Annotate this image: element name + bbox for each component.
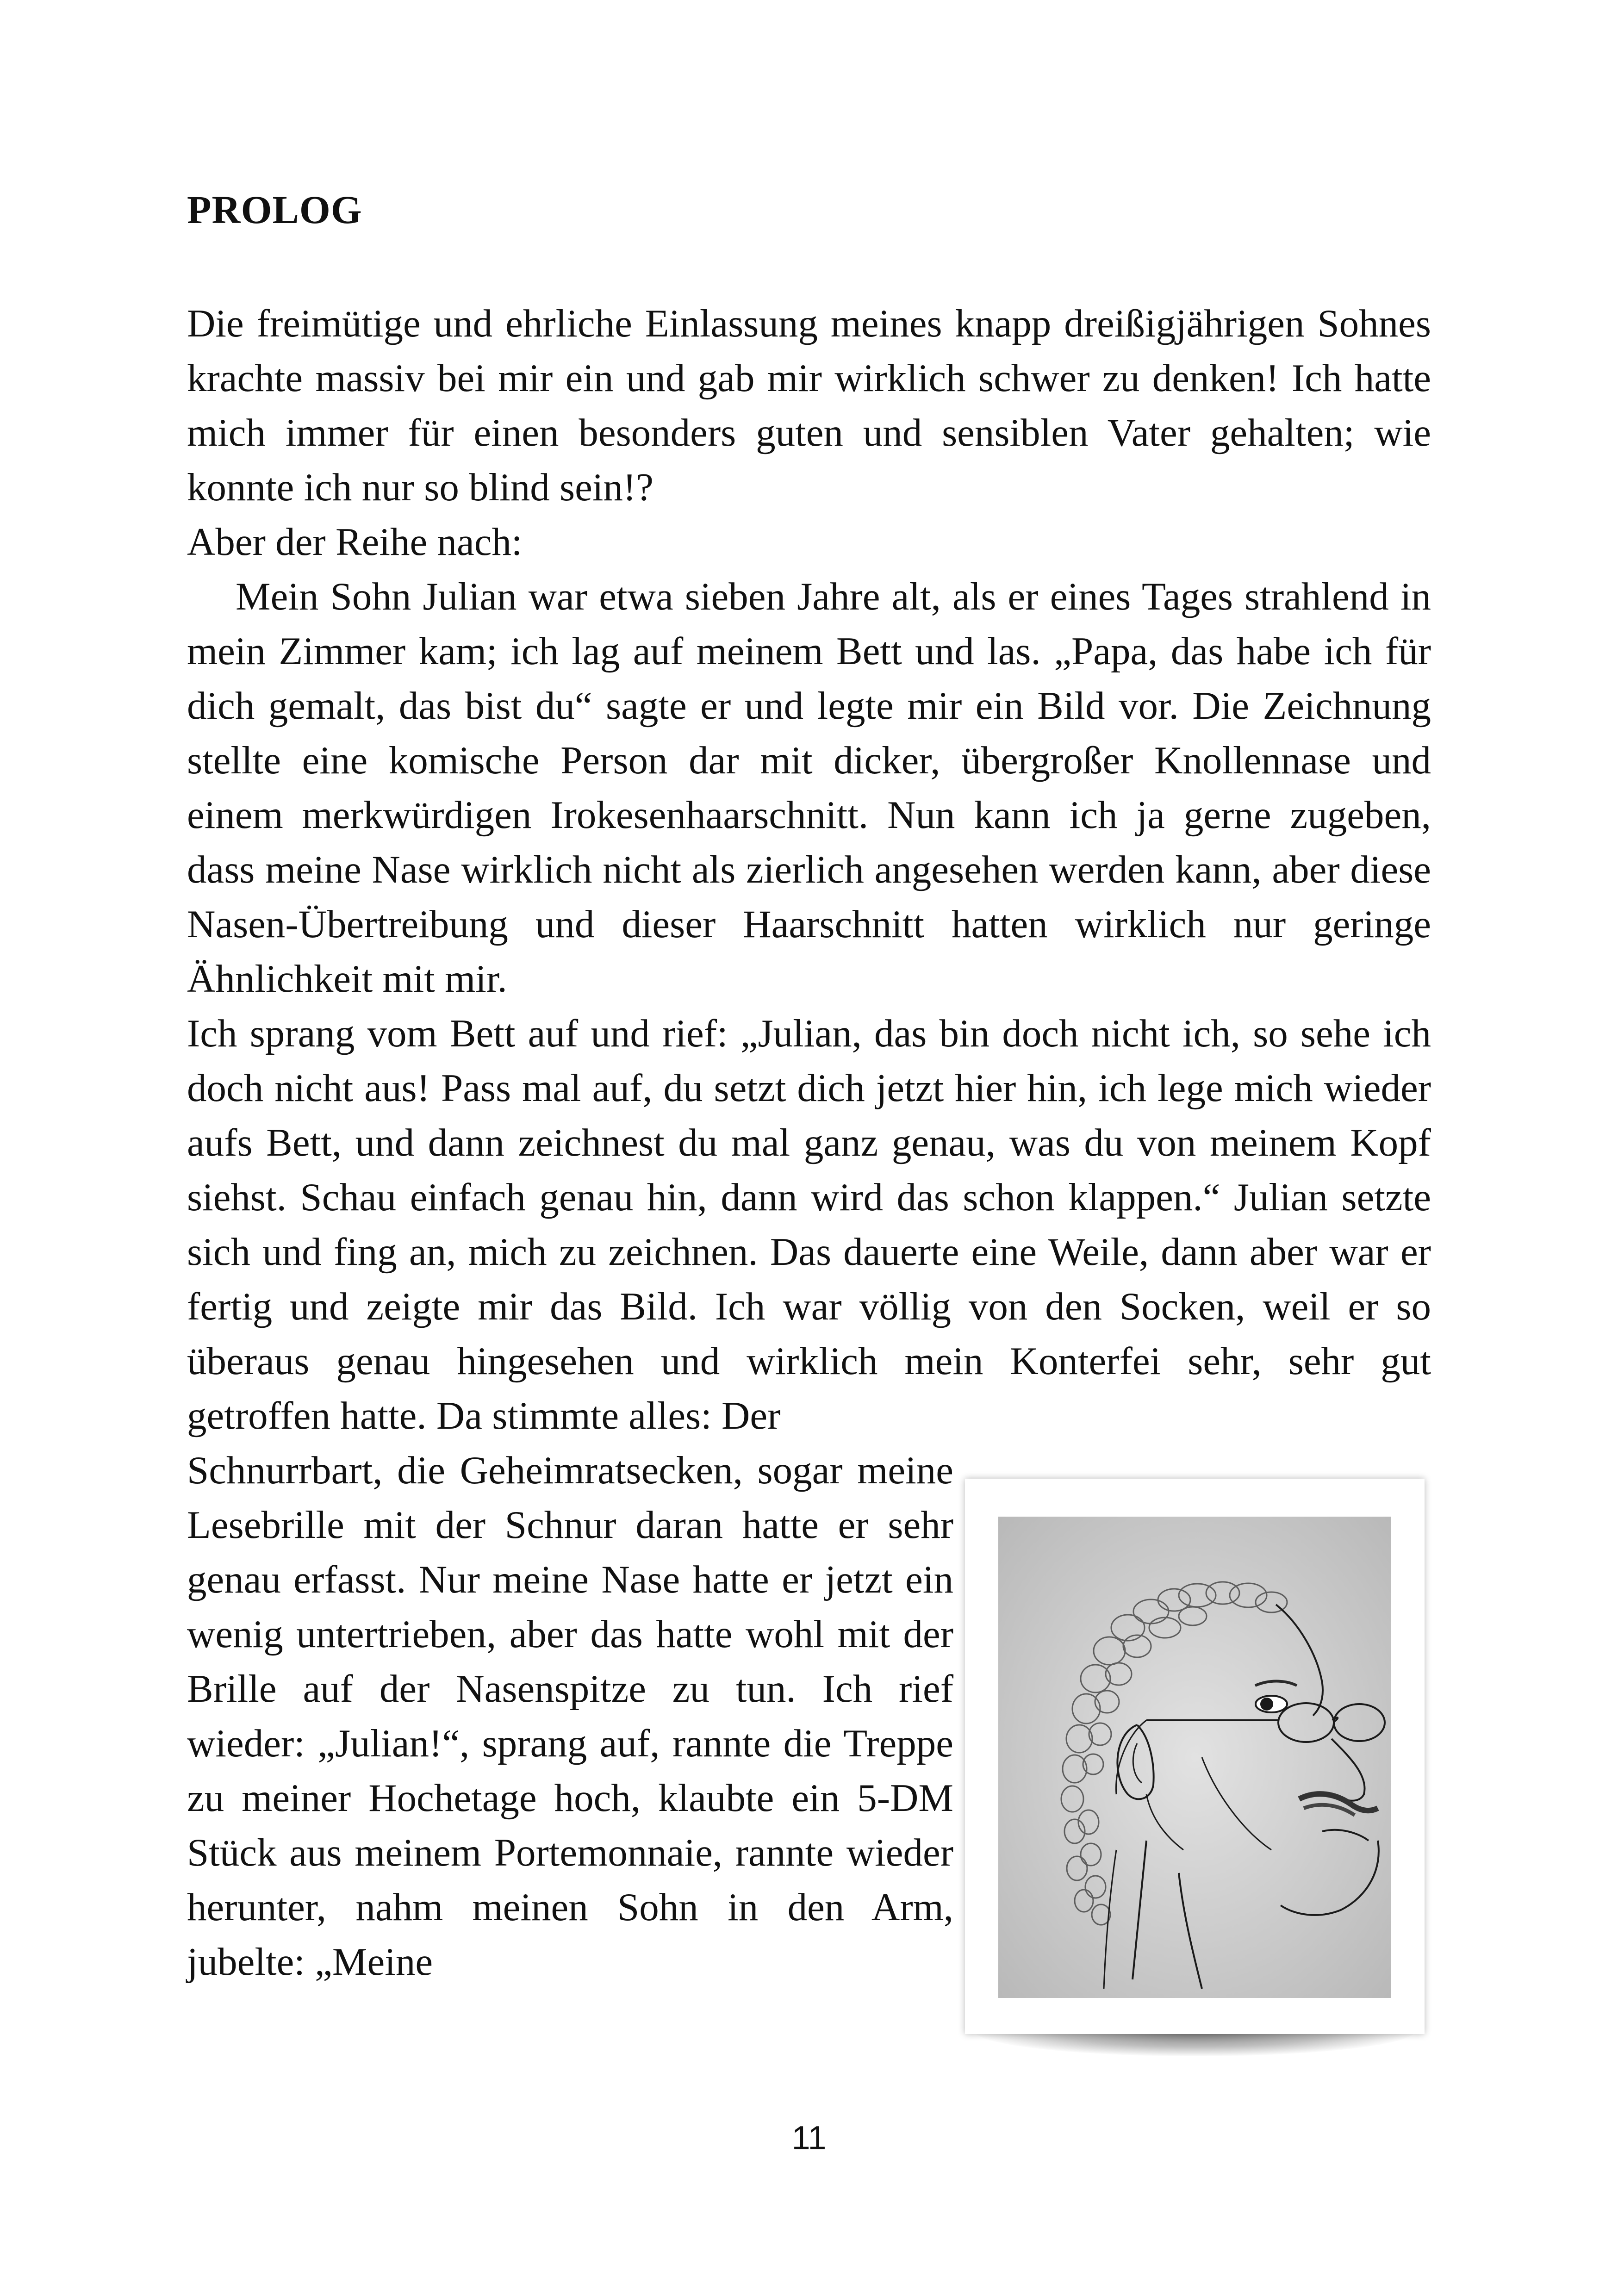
paragraph-second-drawing: Ich sprang vom Bett auf und rief: „Julian, das bin doch nicht ich, so sehe ich doch nicht aus! Pass mal auf, du setzt dich jetzt hier hin, ich lege mich wieder aufs Bett, und dann zeichnest du mal ganz genau, was du von meinem Kopf siehst. Schau einfach genau hin, dann wird das schon klappen.“ Julian setzte sich und fing an, mich zu zeichnen. Das dauerte eine Weile, dann aber war er fertig und zeigte mir das Bild. Ich war völlig von den Socken, weil er so überaus genau hingesehen und wirklich mein Konterfei sehr, sehr gut getroffen hatte. Da stimmte alles: Der — [187, 1012, 1431, 1437]
paragraph-wrapped-text: Schnurrbart, die Geheimratsecken, sogar meine Lesebrille mit der Schnur daran hatte er sehr genau erfasst. Nur meine Nase hatte er jetzt ein wenig untertrieben, aber das hatte wohl mit der Brille auf der Nasenspitze zu tun. Ich rief wieder: „Julian!“, sprang auf, rannte die Treppe zu meiner Hochetage hoch, klaubte ein 5-DM Stück aus meinem Portemonnaie, rannte wieder herunter, nahm meinen Sohn in den Arm, jubelte: „Meine — [187, 1449, 953, 1984]
portrait-sketch — [998, 1517, 1391, 1998]
pencil-portrait-drawing — [998, 1517, 1391, 1998]
chapter-heading: PROLOG — [187, 187, 362, 232]
paragraph-story-start: Mein Sohn Julian war etwa sieben Jahre alt, als er eines Tages strahlend in mein Zimmer kam; ich lag auf meinem Bett und las. „Papa, das habe ich für dich gemalt, das bist du“ sagte er und legte mir ein Bild vor. Die Zeichnung stellte eine komische Person dar mit dicker, übergroßer Knollennase und einem merkwürdigen Irokesenhaarschnitt. Nun kann ich ja gerne zugeben, dass meine Nase wirklich nicht als zierlich angesehen werden kann, aber diese Nasen-Übertreibung und dieser Haarschnitt hatten wirklich nur geringe Ähnlichkeit mit mir. — [187, 575, 1431, 1001]
paragraph-intro: Die freimütige und ehrliche Einlassung meines knapp dreißigjährigen Sohnes krachte massiv bei mir ein und gab mir wirklich schwer zu denken! Ich hatte mich immer für einen besonders guten und sensiblen Vater gehalten; wie konnte ich nur so blind sein!? — [187, 302, 1431, 509]
drawing-figure — [965, 1479, 1425, 2034]
photo-frame — [965, 1479, 1425, 2034]
paragraph-transition: Aber der Reihe nach: — [187, 520, 523, 564]
page-number: 11 — [791, 2120, 827, 2157]
